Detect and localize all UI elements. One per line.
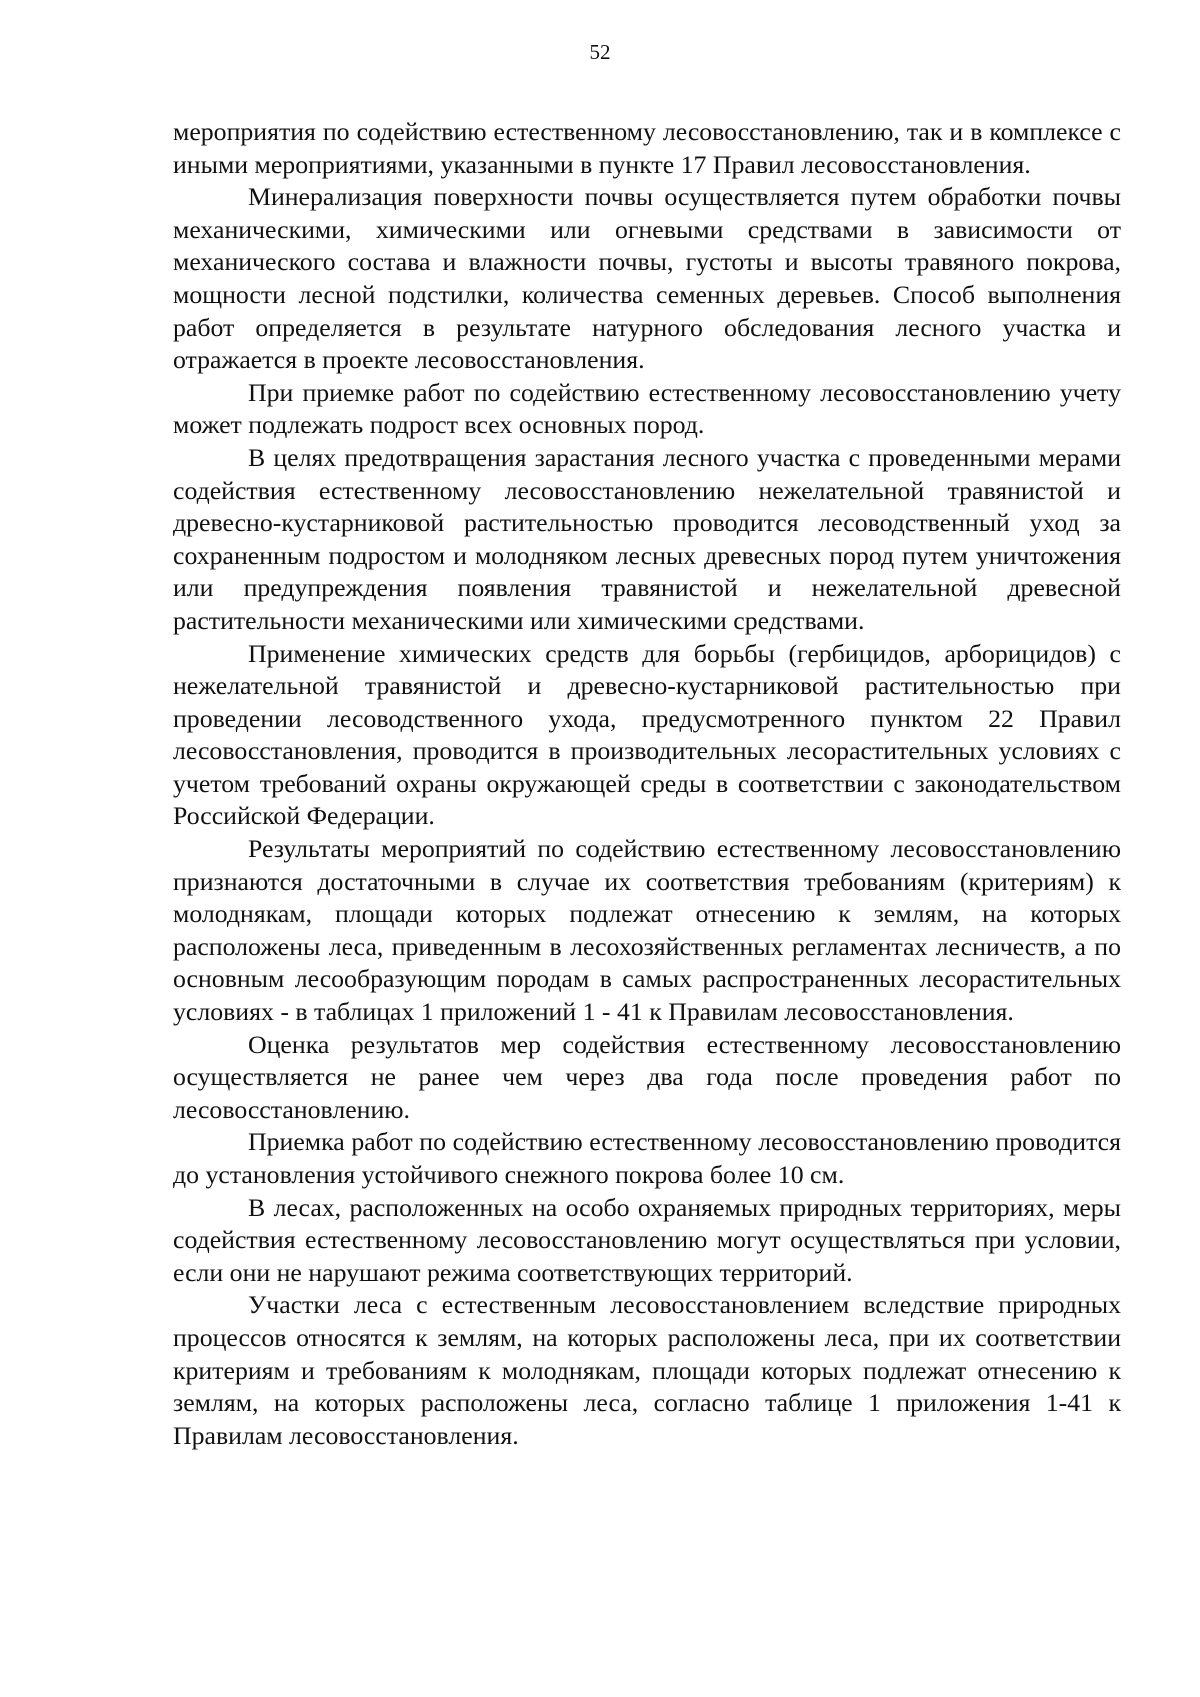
- paragraph-2: Минерализация поверхности почвы осуществляется путем обработки почвы механическими, химическими или огневыми средствами в зависимости от механического состава и влажности почвы, густоты и высоты травяного покрова, мощности лесной подстилки, количества семенных деревьев. Способ выполнения работ определяется в результате натурного обследования лесного участка и отражается в проекте лесовосстановления.: [173, 182, 1121, 375]
- paragraph-5: Применение химических средств для борьбы (гербицидов, арборицидов) с нежелательной травянистой и древесно-кустарниковой растительностью при проведении лесоводственного ухода, предусмотренного пунктом 22 Правил лесовосстановления, проводится в производительных лесорастительных условиях с учетом требований охраны окружающей среды в соответствии с законодательством Российской Федерации.: [173, 638, 1121, 831]
- page-number: 52: [589, 40, 611, 64]
- document-body: [173, 116, 1121, 1452]
- paragraph-3: При приемке работ по содействию естественному лесовосстановлению учету может подлежать подрост всех основных пород.: [173, 377, 1121, 440]
- paragraph-4: В целях предотвращения зарастания лесного участка с проведенными мерами содействия естественному лесовосстановлению нежелательной травянистой и древесно-кустарниковой растительностью проводится лесоводственный уход за сохраненным подростом и молодняком лесных древесных пород путем уничтожения или предупреждения появления травянистой и нежелательной древесной растительности механическими или химическими средствами.: [173, 442, 1121, 635]
- paragraph-8: Приемка работ по содействию естественному лесовосстановлению проводится до установления устойчивого снежного покрова более 10 см.: [173, 1127, 1121, 1189]
- paragraph-1: мероприятия по содействию естественному лесовосстановлению, так и в комплексе с иными мероприятиями, указанными в пункте 17 Правил лесовосстановления.: [173, 117, 1121, 179]
- paragraph-7: Оценка результатов мер содействия естественному лесовосстановлению осуществляется не ранее чем через два года после проведения работ по лесовосстановлению.: [173, 1029, 1121, 1124]
- paragraph-6: Результаты мероприятий по содействию естественному лесовосстановлению признаются достаточными в случае их соответствия требованиям (критериям) к молоднякам, площади которых подлежат отнесению к землям, на которых расположены леса, приведенным в лесохозяйственных регламентах лесничеств, а по основным лесообразующим породам в самых распространенных лесорастительных условиях - в таблицах 1 приложений 1 - 41 к Правилам лесовосстановления.: [173, 834, 1121, 1027]
- paragraph-10: Участки леса с естественным лесовосстановлением вследствие природных процессов относятся к землям, на которых расположены леса, при их соответствии критериям и требованиям к молоднякам, площади которых подлежат отнесению к землям, на которых расположены леса, согласно таблице 1 приложения 1-41 к Правилам лесовосстановления.: [173, 1290, 1121, 1450]
- paragraph-9: В лесах, расположенных на особо охраняемых природных территориях, меры содействия естественному лесовосстановлению могут осуществляться при условии, если они не нарушают режима соответствующих территорий.: [173, 1192, 1121, 1287]
